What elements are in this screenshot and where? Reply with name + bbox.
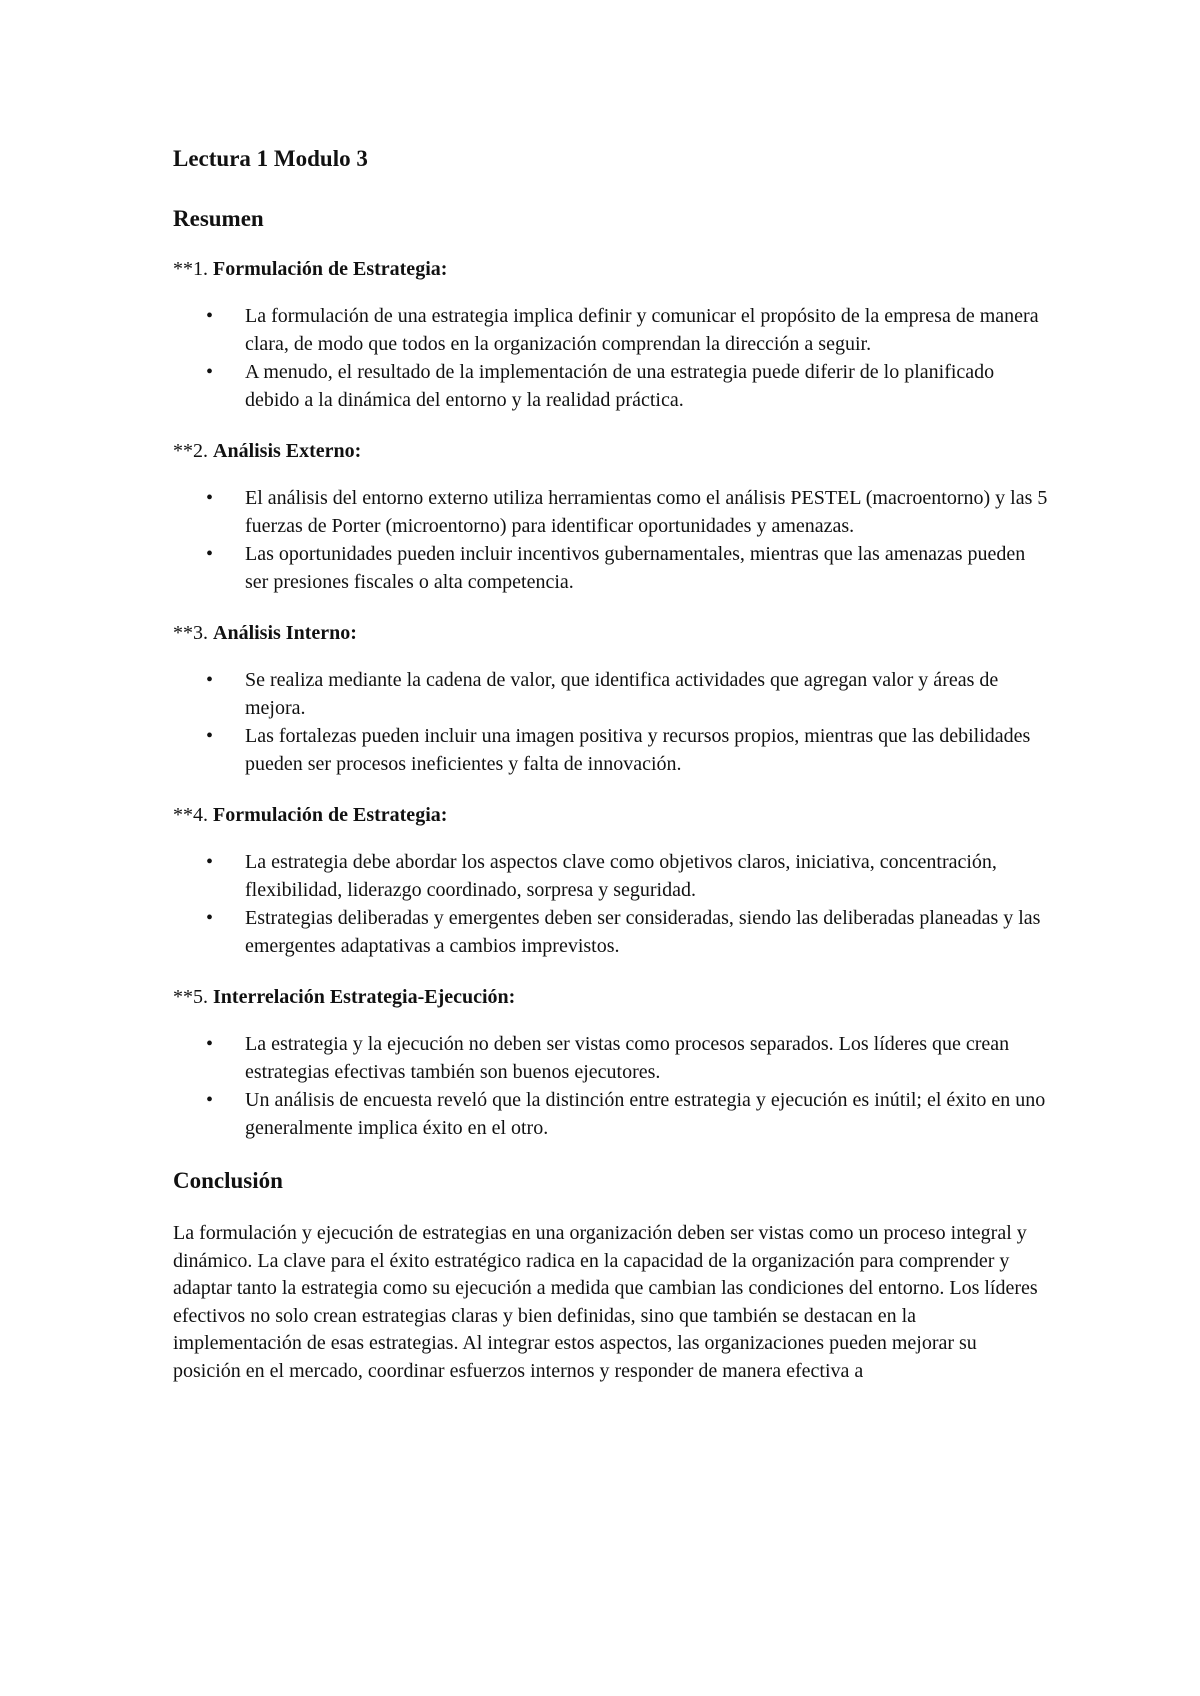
list-item-text: Estrategias deliberadas y emergentes deben ser consideradas, siendo las deliberadas planeadas y las emergentes adaptativas a cambios imprevistos.: [245, 907, 1041, 957]
list-item-text: Las oportunidades pueden incluir incentivos gubernamentales, mientras que las amenazas pueden ser presiones fiscales o alta competencia.: [245, 543, 1026, 593]
section-prefix: **3.: [173, 622, 213, 644]
list-item: [173, 484, 1053, 540]
section-title: Análisis Interno:: [213, 622, 357, 644]
list-item-text: El análisis del entorno externo utiliza herramientas como el análisis PESTEL (macroentorno) y las 5 fuerzas de Porter (microentorno) para identificar oportunidades y amenazas.: [245, 487, 1048, 537]
bullet-icon: •: [206, 725, 214, 747]
section-heading: [173, 618, 1053, 648]
section-prefix: **2.: [173, 440, 213, 462]
section-3: [173, 618, 1053, 778]
list-item: [173, 358, 1053, 414]
list-item-text: Un análisis de encuesta reveló que la distinción entre estrategia y ejecución es inútil; el éxito en uno generalmente implica éxito en el otro.: [245, 1089, 1046, 1139]
section-title: Formulación de Estrategia:: [213, 804, 448, 826]
section-2: [173, 436, 1053, 596]
bullet-list: [173, 1030, 1053, 1142]
list-item: [173, 722, 1053, 778]
list-item: [173, 848, 1053, 904]
conclusion-heading: Conclusión: [173, 1168, 283, 1193]
sections-container: [173, 254, 1053, 1142]
list-item-text: Se realiza mediante la cadena de valor, que identifica actividades que agregan valor y áreas de mejora.: [245, 669, 999, 719]
list-item-text: A menudo, el resultado de la implementación de una estrategia puede diferir de lo planificado debido a la dinámica del entorno y la realidad práctica.: [245, 361, 995, 411]
list-item-text: La estrategia y la ejecución no deben ser vistas como procesos separados. Los líderes que crean estrategias efectivas también son buenos ejecutores.: [245, 1033, 1010, 1083]
list-item-text: La formulación de una estrategia implica definir y comunicar el propósito de la empresa de manera clara, de modo que todos en la organización comprendan la dirección a seguir.: [245, 305, 1039, 355]
section-prefix: **1.: [173, 258, 213, 280]
bullet-icon: •: [206, 1033, 214, 1055]
bullet-list: [173, 848, 1053, 960]
section-heading: [173, 982, 1053, 1012]
section-title: Interrelación Estrategia-Ejecución:: [213, 986, 516, 1008]
section-heading: [173, 254, 1053, 284]
section-heading: [173, 800, 1053, 830]
list-item: [173, 540, 1053, 596]
section-1: [173, 254, 1053, 414]
bullet-icon: •: [206, 361, 214, 383]
section-heading: [173, 436, 1053, 466]
section-4: [173, 800, 1053, 960]
document-page: [173, 142, 1053, 1385]
list-item-text: La estrategia debe abordar los aspectos clave como objetivos claros, iniciativa, concentración, flexibilidad, liderazgo coordinado, sorpresa y seguridad.: [245, 851, 997, 901]
bullet-icon: •: [206, 487, 214, 509]
list-item: [173, 1030, 1053, 1086]
list-item: [173, 1086, 1053, 1142]
document-title: Lectura 1 Modulo 3: [173, 146, 368, 171]
summary-heading: Resumen: [173, 206, 264, 231]
list-item: [173, 666, 1053, 722]
bullet-list: [173, 302, 1053, 414]
bullet-icon: •: [206, 1089, 214, 1111]
bullet-icon: •: [206, 907, 214, 929]
list-item-text: Las fortalezas pueden incluir una imagen positiva y recursos propios, mientras que las debilidades pueden ser procesos ineficientes y falta de innovación.: [245, 725, 1031, 775]
bullet-list: [173, 666, 1053, 778]
section-title: Análisis Externo:: [213, 440, 362, 462]
section-5: [173, 982, 1053, 1142]
bullet-icon: •: [206, 543, 214, 565]
section-prefix: **4.: [173, 804, 213, 826]
bullet-list: [173, 484, 1053, 596]
list-item: [173, 904, 1053, 960]
bullet-icon: •: [206, 669, 214, 691]
list-item: [173, 302, 1053, 358]
section-title: Formulación de Estrategia:: [213, 258, 448, 280]
section-prefix: **5.: [173, 986, 213, 1008]
bullet-icon: •: [206, 305, 214, 327]
bullet-icon: •: [206, 851, 214, 873]
conclusion-paragraph: La formulación y ejecución de estrategias en una organización deben ser vistas como un proceso integral y dinámico. La clave para el éxito estratégico radica en la capacidad de la organización para comprender y adaptar tanto la estrategia como su ejecución a medida que cambian las condiciones del entorno. Los líderes efectivos no solo crean estrategias claras y bien definidas, sino que también se destacan en la implementación de esas estrategias. Al integrar estos aspectos, las organizaciones pueden mejorar su posición en el mercado, coordinar esfuerzos internos y responder de manera efectiva a: [173, 1222, 1038, 1382]
